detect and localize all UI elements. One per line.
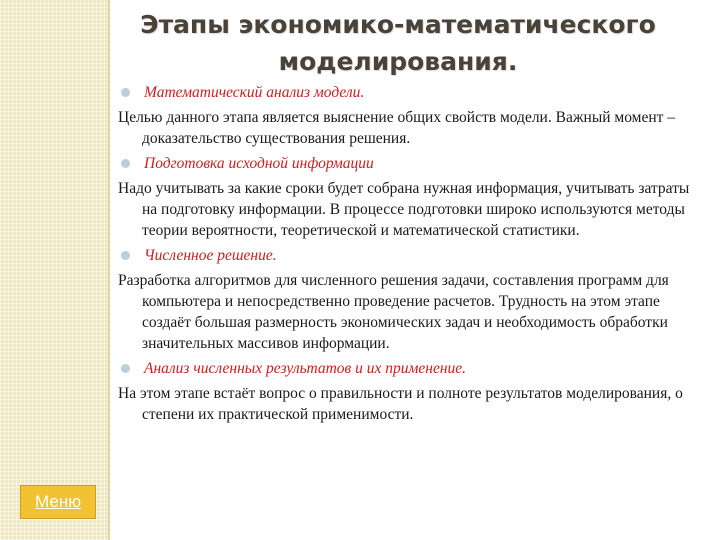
- slide-title-line-2: моделирования.: [278, 47, 518, 76]
- section-paragraph-analysis: Целью данного этапа является выяснение общих свойств модели. Важный момент – доказательство существования решения.: [118, 109, 676, 147]
- side-band-divider: [108, 0, 110, 540]
- slide-title: [118, 6, 678, 80]
- section-heading-text: Анализ численных результатов и их применение.: [144, 360, 467, 377]
- section-heading-text: Подготовка исходной информации: [144, 155, 374, 172]
- section-heading-results-analysis: [118, 358, 703, 379]
- section-heading-analysis: [118, 82, 703, 103]
- section-paragraph-numerical-solution: Разработка алгоритмов для численного решения задачи, составления программ для компьютера и непосредственно проведение расчетов. Трудность на этом этапе создаёт большая размерность экономических задач и необходимость обработки значительных массивов информации.: [118, 272, 669, 352]
- section-heading-numerical-solution: [118, 245, 703, 266]
- section-paragraph-data-preparation: Надо учитывать за какие сроки будет собрана нужная информация, учитывать затраты на подготовку информации. В процессе подготовки широко используются методы теории вероятности, теоретической и математической статистики.: [118, 180, 690, 239]
- section-heading-text: Математический анализ модели.: [144, 84, 365, 101]
- section-heading-data-preparation: [118, 153, 703, 174]
- bullet-dot-icon: [121, 364, 130, 373]
- section-heading-text: Численное решение.: [144, 247, 277, 264]
- slide-title-line-1: Этапы экономико-математического: [140, 10, 656, 39]
- bullet-dot-icon: [121, 251, 130, 260]
- bullet-dot-icon: [121, 159, 130, 168]
- section-paragraph-results-analysis: На этом этапе встаёт вопрос о правильности и полноте результатов моделирования, о степени их практической применимости.: [118, 385, 683, 423]
- slide-content: [118, 82, 703, 429]
- decorative-side-band: [0, 0, 108, 540]
- bullet-dot-icon: [121, 88, 130, 97]
- menu-button[interactable]: Меню: [20, 485, 96, 519]
